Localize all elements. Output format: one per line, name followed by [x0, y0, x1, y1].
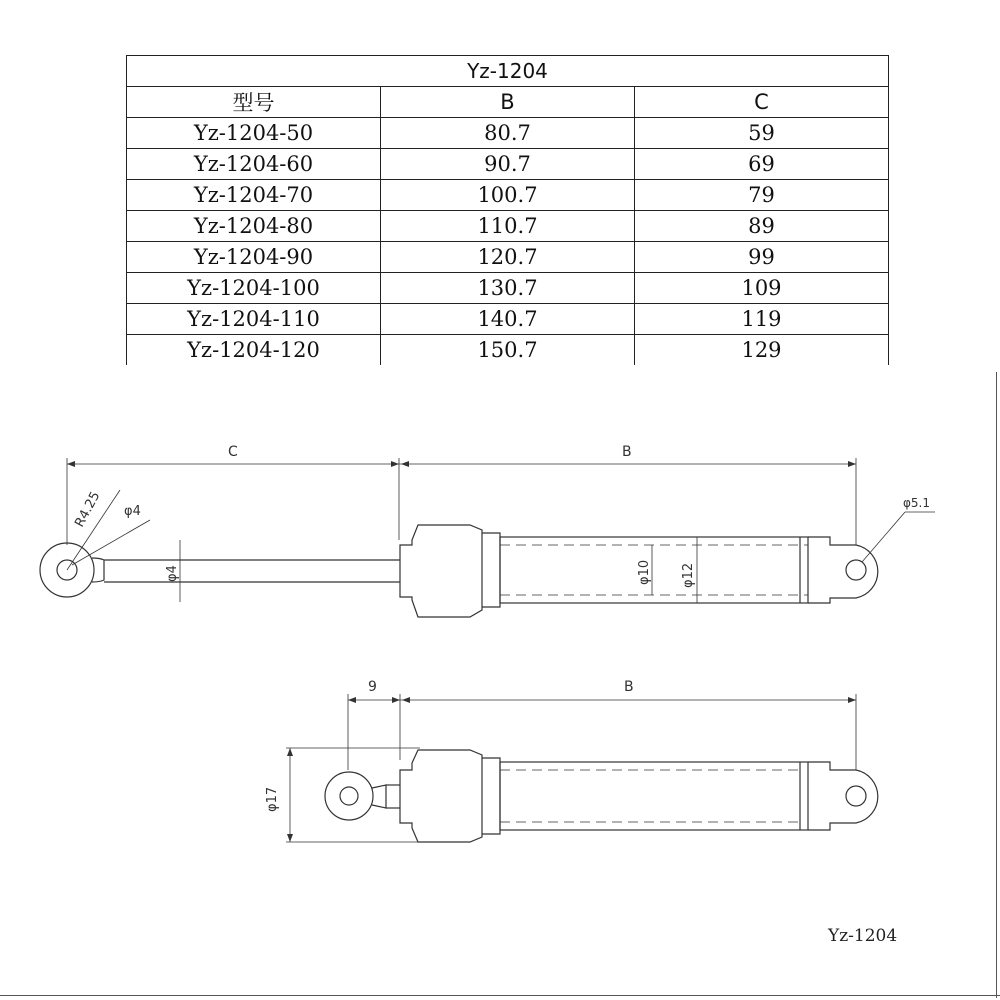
- cell-b: 90.7: [381, 149, 635, 180]
- label-body-dia: φ17: [265, 786, 280, 812]
- label-inner-dia: φ10: [637, 559, 652, 585]
- cell-model: Yz-1204-110: [127, 304, 381, 335]
- cell-c: 89: [635, 211, 889, 242]
- right-eye-hole: [846, 560, 866, 580]
- table-title: Yz-1204: [127, 56, 889, 87]
- cell-b: 120.7: [381, 242, 635, 273]
- header-model: 型号: [127, 87, 381, 118]
- cell-c: 69: [635, 149, 889, 180]
- cell-c: 119: [635, 304, 889, 335]
- label-dim-c: C: [228, 444, 238, 460]
- cell-c: 79: [635, 180, 889, 211]
- cell-model: Yz-1204-100: [127, 273, 381, 304]
- cylinder-collar: [482, 533, 500, 607]
- label-radius: R4.25: [72, 489, 104, 530]
- eye-neck: [372, 785, 386, 808]
- cell-b: 130.7: [381, 273, 635, 304]
- cell-b: 150.7: [381, 335, 635, 366]
- cylinder-head: [400, 750, 482, 842]
- cell-b: 80.7: [381, 118, 635, 149]
- cell-c: 129: [635, 335, 889, 366]
- drawing-caption: Yz-1204: [828, 926, 898, 946]
- cell-model: Yz-1204-90: [127, 242, 381, 273]
- cylinder-body: [500, 762, 808, 830]
- bottom-view: [286, 694, 878, 842]
- right-eye-outer: [808, 762, 878, 830]
- label-dim-offset: 9: [368, 679, 377, 695]
- label-dim-b: B: [624, 679, 634, 695]
- cell-model: Yz-1204-80: [127, 211, 381, 242]
- cell-b: 140.7: [381, 304, 635, 335]
- cylinder-collar: [482, 758, 500, 834]
- cell-model: Yz-1204-50: [127, 118, 381, 149]
- cylinder-head: [400, 525, 482, 617]
- end-hole-leader: [862, 512, 905, 562]
- cell-b: 100.7: [381, 180, 635, 211]
- cylinder-body: [500, 537, 808, 603]
- right-eye-outer: [808, 537, 878, 603]
- cell-c: 59: [635, 118, 889, 149]
- right-eye-hole: [846, 786, 866, 806]
- cell-model: Yz-1204-70: [127, 180, 381, 211]
- cell-model: Yz-1204-60: [127, 149, 381, 180]
- header-c: C: [635, 87, 889, 118]
- cell-c: 109: [635, 273, 889, 304]
- top-view: [40, 458, 935, 617]
- label-rod-dia: φ4: [165, 565, 180, 582]
- cell-c: 99: [635, 242, 889, 273]
- label-hole-dia: φ4: [124, 504, 141, 519]
- label-end-hole-dia: φ5.1: [903, 496, 930, 510]
- cell-model: Yz-1204-120: [127, 335, 381, 366]
- label-dim-b: B: [622, 444, 632, 460]
- cell-b: 110.7: [381, 211, 635, 242]
- label-outer-dia: φ12: [681, 562, 696, 588]
- left-eye-hole: [340, 787, 358, 805]
- left-eye-outer: [325, 772, 373, 820]
- header-b: B: [381, 87, 635, 118]
